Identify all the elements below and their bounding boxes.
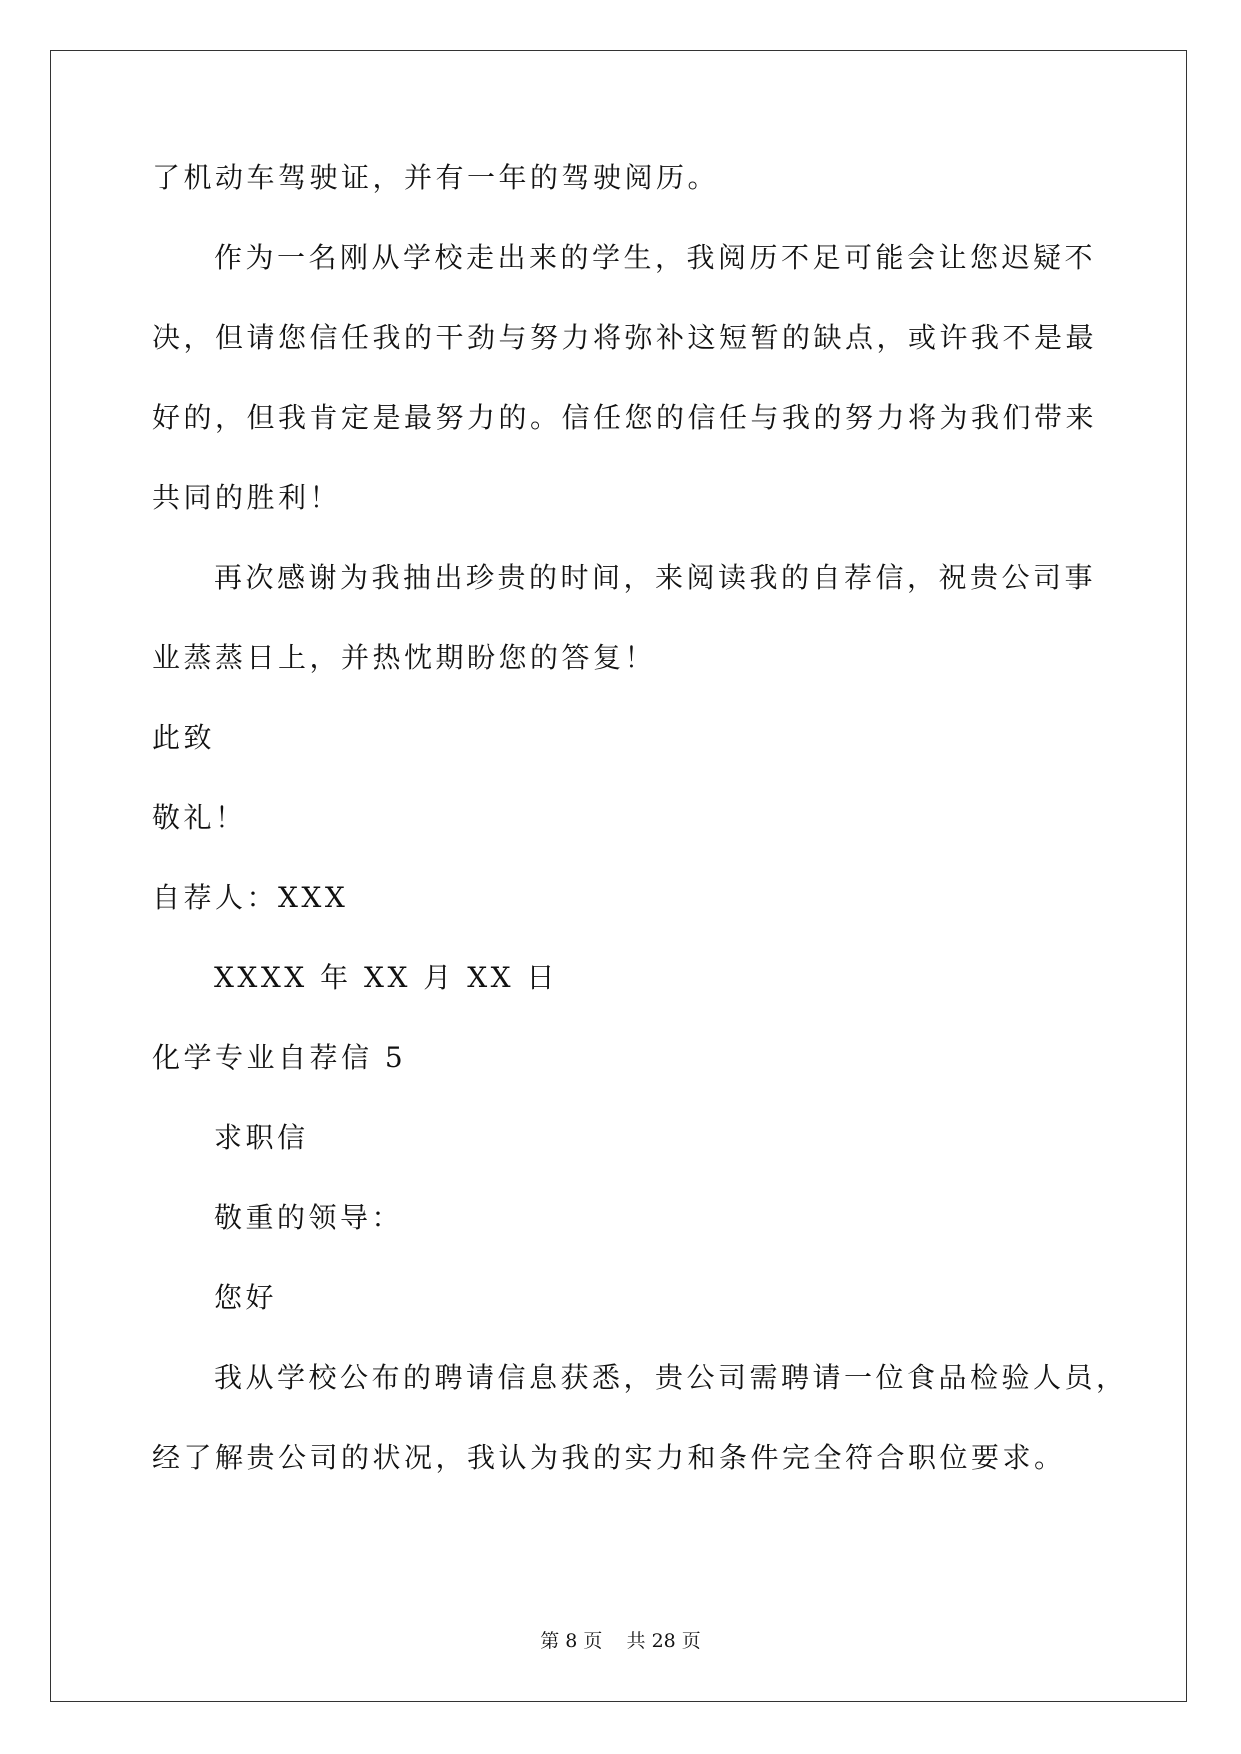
page-number-footer: 第 8 页 共 28 页	[540, 1630, 701, 1652]
text-line-6: 再次感谢为我抽出珍贵的时间，来阅读我的自荐信，祝贵公司事	[214, 561, 1097, 594]
salutation-ci-zhi: 此致	[152, 721, 216, 754]
date-line: XXXX 年 XX 月 XX 日	[214, 961, 558, 994]
text-line-17: 经了解贵公司的状况，我认为我的实力和条件完全符合职位要求。	[152, 1441, 1066, 1474]
letter-hello: 您好	[214, 1281, 278, 1314]
text-line-3: 决，但请您信任我的干劲与努力将弥补这短暂的缺点，或许我不是最	[152, 321, 1098, 354]
text-line-4: 好的，但我肯定是最努力的。信任您的信任与我的努力将为我们带来	[152, 401, 1098, 434]
text-line-7: 业蒸蒸日上，并热忱期盼您的答复！	[152, 641, 657, 674]
text-line-5: 共同的胜利！	[152, 481, 342, 514]
signature-line: 自荐人：XXX	[152, 881, 349, 914]
text-line-2: 作为一名刚从学校走出来的学生，我阅历不足可能会让您迟疑不	[214, 241, 1097, 274]
text-line-1: 了机动车驾驶证，并有一年的驾驶阅历。	[152, 161, 720, 194]
letter-greeting: 敬重的领导：	[214, 1201, 404, 1234]
letter-title: 求职信	[214, 1121, 309, 1154]
text-line-16: 我从学校公布的聘请信息获悉，贵公司需聘请一位食品检验人员，	[214, 1361, 1128, 1394]
section-title: 化学专业自荐信 5	[152, 1041, 407, 1074]
salutation-jing-li: 敬礼！	[152, 801, 247, 834]
